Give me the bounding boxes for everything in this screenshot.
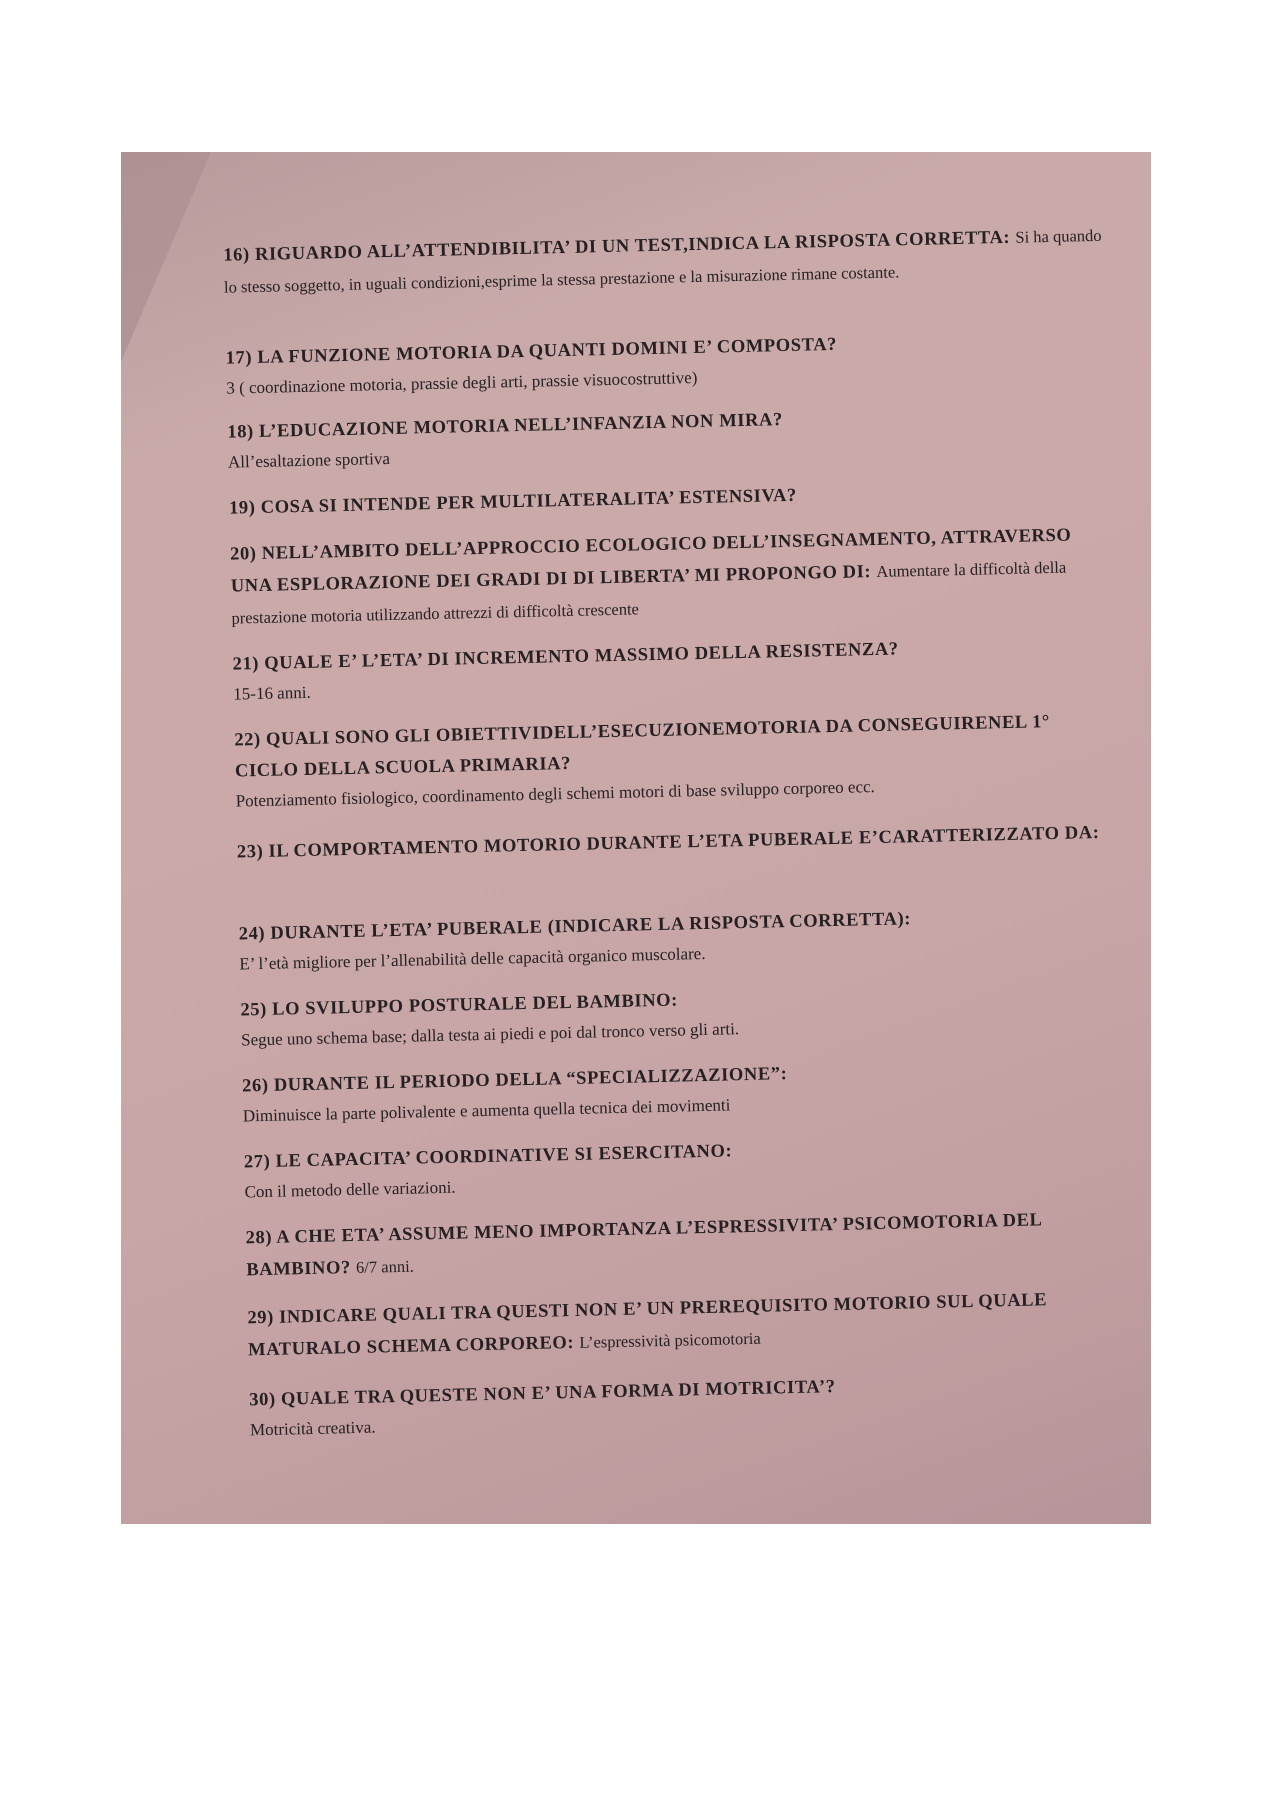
page-shadow-fold [121,152,211,362]
question-answer: E’ l’età migliore per l’allenabilità delle capacità organico muscolare. [239,943,706,974]
question-26 [242,1052,1123,1131]
question-20 [230,520,1112,635]
question-heading: 29) INDICARE QUALI TRA QUESTI NON E’ UN PREREQUISITO MOTORIO SUL QUALE MATURALO SCHEMA CORPOREO: [247,1290,1048,1361]
question-heading: 24) DURANTE L’ETA’ PUBERALE (INDICARE LA RISPOSTA CORRETTA): [238,909,912,945]
question-answer: 15-16 anni. [233,682,311,704]
question-answer: Aumentare la difficoltà della prestazione motoria utilizzando attrezzi di difficoltà crescente [231,557,1067,628]
question-23 [237,818,1117,869]
question-answer: Si ha quando lo stesso soggetto, in uguali condizioni,esprime la stessa prestazione e la misurazione rimane costante. [223,225,1102,297]
question-answer: Potenziamento fisiologico, coordinamento degli schemi motori di base sviluppo corporeo ecc. [235,777,875,811]
photographed-page [121,152,1151,1524]
question-27 [244,1127,1125,1206]
question-29 [247,1283,1128,1366]
question-heading: 28) A CHE ETA’ ASSUME MENO IMPORTANZA L’ESPRESSIVITA’ PSICOMOTORIA DEL BAMBINO? [245,1210,1042,1281]
question-heading: 26) DURANTE IL PERIODO DELLA “SPECIALIZZAZIONE”: [241,1064,788,1097]
question-answer: Con il metodo delle variazioni. [244,1177,456,1202]
question-21 [232,630,1113,709]
question-answer: Segue uno schema base; dalla testa ai piedi e poi dal tronco verso gli arti. [240,1019,740,1050]
question-heading: 25) LO SVILUPPO POSTURALE DEL BAMBINO: [240,990,679,1021]
question-16 [223,220,1104,304]
question-heading: 21) QUALE E’ L’ETA’ DI INCREMENTO MASSIMO DELLA RESISTENZA? [232,639,899,675]
question-heading: 20) NELL’AMBITO DELL’APPROCCIO ECOLOGICO DELL’INSEGNAMENTO, ATTRAVERSO UNA ESPLORAZIONE DEI GRADI DI DI LIBERTA’ MI PROPONGO DI: [229,525,1072,597]
question-heading: 22) QUALI SONO GLI OBIETTIVIDELL’ESECUZIONEMOTORIA DA CONSEGUIRENEL 1° CICLO DELLA SCUOLA PRIMARIA? [234,712,1051,782]
question-heading: 17) LA FUNZIONE MOTORIA DA QUANTI DOMINI E’ COMPOSTA? [225,334,838,369]
question-19 [229,474,1109,525]
question-heading: 18) L’EDUCAZIONE MOTORIA NELL’INFANZIA NON MIRA? [227,410,784,443]
question-answer: Diminuisce la parte polivalente e aumenta quella tecnica dei movimenti [242,1095,731,1126]
question-answer: L’espressività psicomotoria [579,1328,761,1352]
question-24 [238,900,1119,979]
question-list [121,219,1151,1440]
question-answer: All’esaltazione sportiva [227,448,391,472]
question-answer: 3 ( coordinazione motoria, prassie degli arti, prassie visuocostruttive) [226,367,698,398]
question-answer: 6/7 anni. [355,1256,415,1277]
question-18 [227,398,1108,477]
question-heading: 30) QUALE TRA QUESTE NON E’ UNA FORMA DI MOTRICITA’? [249,1377,836,1411]
question-heading: 19) COSA SI INTENDE PER MULTILATERALITA’ ESTENSIVA? [228,485,798,519]
question-heading: 27) LE CAPACITA’ COORDINATIVE SI ESERCITANO: [243,1141,733,1173]
question-answer: Motricità creativa. [249,1417,376,1440]
question-30 [249,1365,1130,1444]
question-17 [225,324,1106,403]
question-28 [245,1203,1126,1286]
question-22 [234,706,1116,816]
question-heading: 16) RIGUARDO ALL’ATTENDIBILITA’ DI UN TEST,INDICA LA RISPOSTA CORRETTA: [223,227,1011,266]
question-heading: 23) IL COMPORTAMENTO MOTORIO DURANTE L’ETA PUBERALE E’CARATTERIZZATO DA: [236,822,1100,863]
question-25 [240,976,1121,1055]
